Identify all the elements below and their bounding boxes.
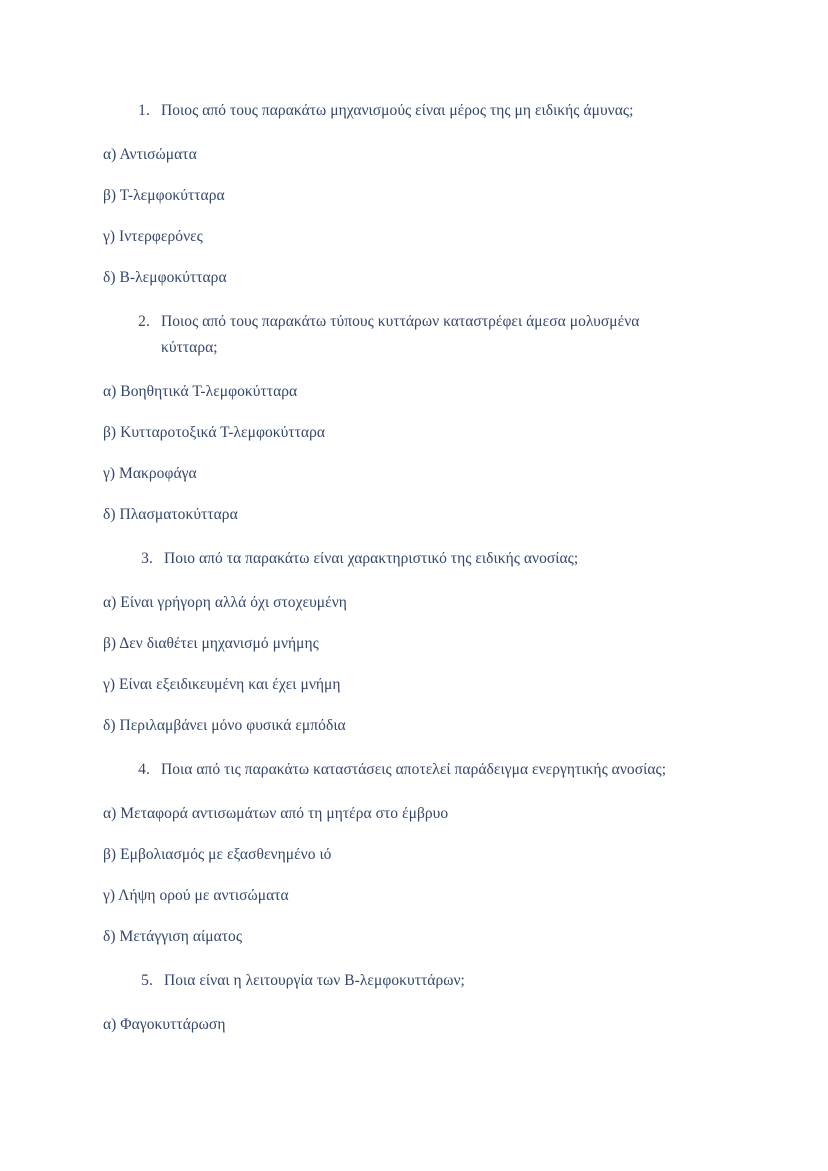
spacer [103,825,703,844]
spacer [103,166,703,185]
spacer [103,444,703,463]
spacer [103,614,703,633]
option-item: β) Κυτταροτοξικά Τ-λεμφοκύτταρα [103,424,326,441]
question-number: 5. [141,972,153,989]
spacer [103,124,703,144]
spacer [103,948,703,968]
spacer [103,737,703,757]
option-item: α) Είναι γρήγορη αλλά όχι στοχευμένη [103,594,347,611]
question-text: Ποιος από τους παρακάτω τύπους κυττάρων καταστρέφει άμεσα μολυσμένα κύτταρα; [161,313,640,356]
option-item: α) Βοηθητικά Τ-λεμφοκύτταρα [103,383,298,400]
option-item: δ) Μετάγγιση αίματος [103,928,243,945]
option-item: α) Μεταφορά αντισωμάτων από τη μητέρα στο έμβρυο [103,805,449,822]
question-text: Ποιο από τα παρακάτω είναι χαρακτηριστικό της ειδικής ανοσίας; [164,550,579,567]
option-item: γ) Μακροφάγα [103,465,197,482]
option-item: β) Εμβολιασμός με εξασθενημένο ιό [103,846,332,863]
option-item: β) Δεν διαθέτει μηχανισμό μνήμης [103,635,319,652]
spacer [103,866,703,885]
spacer [103,289,703,309]
spacer [103,248,703,267]
spacer [103,526,703,546]
option-item: β) Τ-λεμφοκύτταρα [103,187,225,204]
question-item [127,546,689,572]
spacer [103,783,703,803]
option-item: δ) Πλασματοκύτταρα [103,506,238,523]
spacer [103,696,703,715]
spacer [103,994,703,1014]
question-item [124,309,689,361]
question-number: 3. [141,550,153,567]
option-item: δ) Περιλαμβάνει μόνο φυσικά εμπόδια [103,717,346,734]
question-list [103,98,703,1036]
spacer [103,572,703,592]
option-item: α) Φαγοκυττάρωση [103,1016,226,1033]
question-text: Ποια είναι η λειτουργία των Β-λεμφοκυττάρων; [164,972,465,989]
spacer [103,403,703,422]
option-item: γ) Είναι εξειδικευμένη και έχει μνήμη [103,676,341,693]
option-item: α) Αντισώματα [103,146,197,163]
question-item [127,968,689,994]
option-item: γ) Ιντερφερόνες [103,228,203,245]
option-item: δ) Β-λεμφοκύτταρα [103,269,227,286]
question-item [124,98,689,124]
spacer [103,361,703,381]
spacer [103,655,703,674]
question-number: 1. [138,102,150,119]
spacer [103,485,703,504]
option-item: γ) Λήψη ορού με αντισώματα [103,887,289,904]
spacer [103,207,703,226]
question-item [124,757,689,783]
question-number: 2. [138,313,150,330]
question-text: Ποιος από τους παρακάτω μηχανισμούς είναι μέρος της μη ειδικής άμυνας; [161,102,634,119]
question-text: Ποια από τις παρακάτω καταστάσεις αποτελεί παράδειγμα ενεργητικής ανοσίας; [161,761,667,778]
spacer [103,907,703,926]
question-number: 4. [138,761,150,778]
